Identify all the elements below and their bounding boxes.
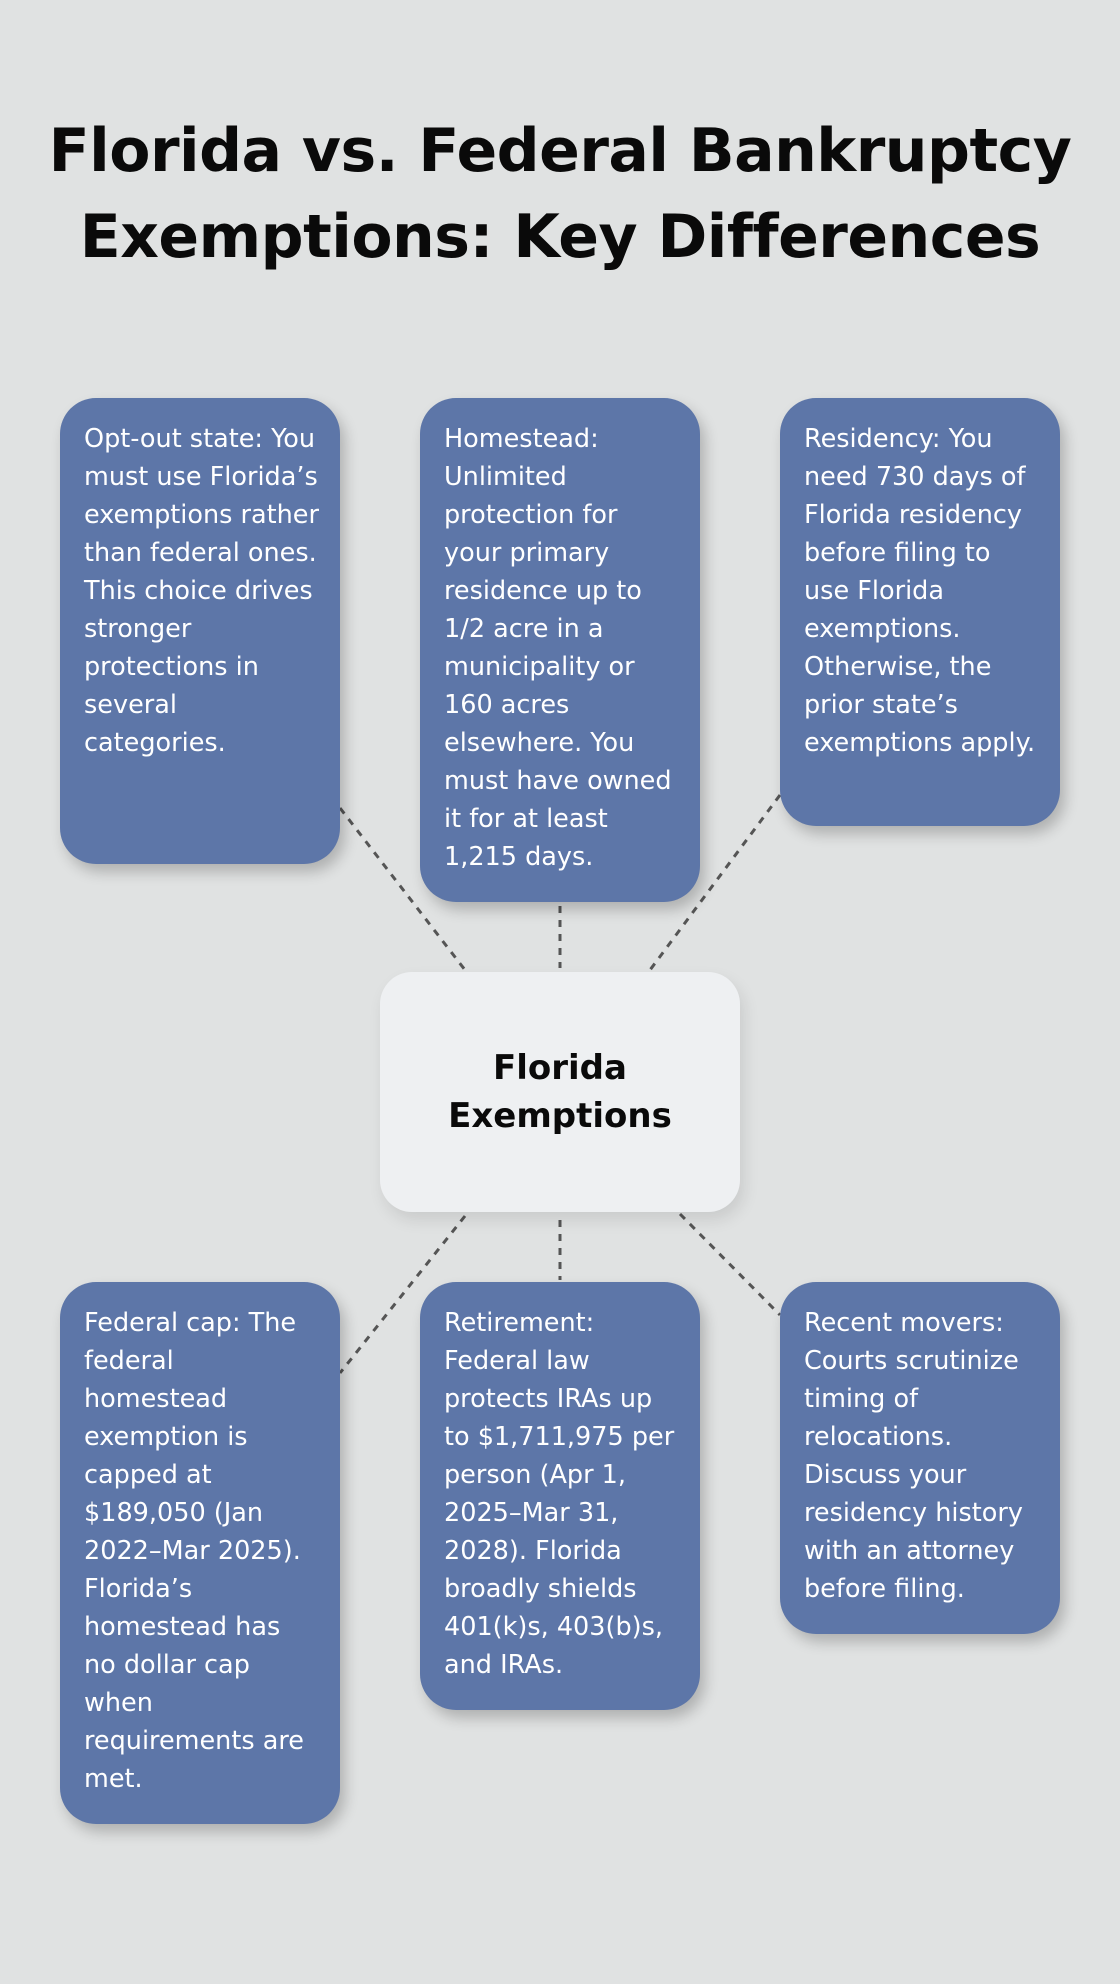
card-recent-movers [780,1282,1060,1634]
card-text: Recent movers: Courts scrutinize timing of relocations. Discuss your residency history with an attorney before filing. [804,1308,1023,1604]
card-text: Residency: You need 730 days of Florida residency before filing to use Florida exemptions. Otherwise, the prior state’s exemptions apply. [804,424,1036,758]
card-residency [780,398,1060,826]
page-title: Florida vs. Federal Bankruptcy Exemptions: Key Differences [48,116,1072,272]
card-opt-out-state [60,398,340,864]
center-label: Florida Exemptions [448,1048,672,1136]
card-text: Federal cap: The federal homestead exemption is capped at $189,050 (Jan 2022–Mar 2025). Florida’s homestead has no dollar cap when requirements are met. [84,1308,304,1794]
card-federal-cap [60,1282,340,1824]
card-text: Opt-out state: You must use Florida’s exemptions rather than federal ones. This choice drives stronger protections in several categories. [84,424,319,758]
card-text: Homestead: Unlimited protection for your primary residence up to 1/2 acre in a municipality or 160 acres elsewhere. You must have owned it for at least 1,215 days. [444,424,672,872]
card-homestead [420,398,700,902]
center-node [380,972,740,1212]
card-retirement [420,1282,700,1710]
card-text: Retirement: Federal law protects IRAs up to $1,711,975 per person (Apr 1, 2025–Mar 31, 2028). Florida broadly shields 401(k)s, 403(b)s, and IRAs. [444,1308,675,1680]
